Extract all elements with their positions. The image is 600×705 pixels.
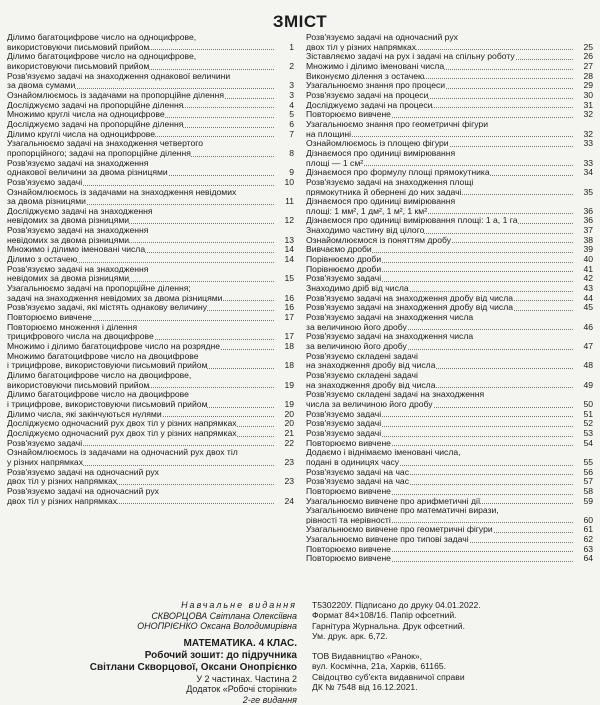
book-edition: 2-ге видання	[242, 694, 297, 705]
toc-entry	[7, 33, 294, 52]
toc-entry-title: Розв'язуємо задачі на процеси	[306, 89, 429, 100]
toc-entry-title: Множимо круглі числа на одноцифрове	[7, 109, 165, 120]
toc-entry-title: Множимо багатоцифрове число на двоцифрове і трицифрове, використовуючи письмовий прийом	[7, 350, 208, 371]
toc-entry-title: Повторюємо вивчене	[306, 553, 391, 564]
toc-entry-page: 58	[573, 487, 593, 497]
toc-entry	[7, 52, 294, 71]
toc-entry-title: Узагальнюємо вивчене про типові задачі	[306, 534, 469, 545]
publisher-line: ТОВ Видавництво «Ранок»,	[312, 651, 423, 662]
series-label: Навчальне видання	[181, 600, 297, 610]
toc-entry-page: 13	[274, 236, 294, 246]
toc-entry-page: 50	[573, 400, 593, 410]
toc-entry-page: 60	[573, 516, 593, 526]
toc-entry-page: 59	[573, 497, 593, 507]
toc-entry-page: 17	[274, 313, 294, 323]
author-2: ОНОПРІЄНКО Оксана Володимирівна	[137, 621, 297, 631]
toc-entry-page: 35	[573, 188, 593, 198]
toc-entry-page: 5	[274, 110, 294, 120]
toc-entry-title: Розв'язуємо складені задачі на знаходження числа за величиною його дробу	[306, 389, 485, 409]
toc-entry-page: 32	[573, 130, 593, 140]
toc-entry	[7, 487, 294, 506]
toc-entry	[7, 72, 294, 91]
toc-entry-title: Розв'язуємо задачі	[306, 273, 382, 284]
toc-entry	[7, 188, 294, 207]
toc-entry-page: 14	[274, 255, 294, 265]
publisher-line: Свідоцтво суб'єкта видавничої справи	[312, 671, 465, 682]
toc-entry-title: Додаємо і віднімаємо іменовані числа, подані в одиницях часу	[306, 447, 461, 467]
toc-left-column	[7, 33, 294, 506]
toc-entry	[306, 371, 593, 390]
toc-entry-title: Ділимо багатоцифрове число на двоцифрове, використовуючи письмовий прийом	[7, 369, 192, 390]
toc-entry-title: Ознайомлюємось із задачами на пропорційне ділення	[7, 89, 224, 100]
toc-entry-page: 26	[573, 52, 593, 62]
toc-entry-page: 11	[274, 197, 294, 207]
toc-entry-title: Ознайомлюємось із площею фігури	[306, 138, 449, 149]
toc-entry-page: 18	[274, 342, 294, 352]
book-subtitle-2: Світлани Скворцової, Оксани Онопрієнко	[89, 661, 297, 673]
toc-entry-page: 48	[573, 361, 593, 371]
toc-entry-page: 31	[573, 101, 593, 111]
toc-entry-title: Досліджуємо задачі на пропорційне ділення	[7, 118, 184, 129]
toc-entry-page: 32	[573, 110, 593, 120]
toc-entry-page: 20	[274, 410, 294, 420]
toc-entry-title: Дізнаємося про одиниці вимірювання площі — 1 см²	[306, 147, 456, 168]
book-title: МАТЕМАТИКА. 4 КЛАС.	[183, 637, 297, 649]
toc-entry-page: 1	[274, 43, 294, 53]
toc-entry	[7, 323, 294, 342]
toc-entry-page: 64	[573, 554, 593, 564]
toc-entry-title: Множимо і ділимо іменовані числа	[306, 60, 445, 71]
toc-entry-title: Ділимо багатоцифрове число на одноцифрове, використовуючи письмовий прийом	[7, 51, 197, 71]
toc-entry-title: Ознайомлюємося із поняттям дробу	[306, 234, 452, 245]
toc-entry-page: 39	[573, 245, 593, 255]
toc-entry-title: Розв'язуємо складені задачі на знаходження дробу від числа	[306, 350, 436, 371]
toc-entry-title: Ділимо з остачею	[7, 254, 78, 265]
toc-entry-title: Досліджуємо задачі на процеси	[306, 99, 433, 110]
toc-entry-page: 36	[573, 207, 593, 217]
toc-entry-page: 28	[573, 72, 593, 82]
toc-entry-page: 30	[573, 91, 593, 101]
toc-entry-title: Ділимо числа, які закінчуються нулями	[7, 408, 162, 419]
toc-entry-page: 19	[274, 381, 294, 391]
toc-entry-page: 61	[573, 525, 593, 535]
toc-entry-page: 20	[274, 419, 294, 429]
toc-entry-page: 22	[274, 439, 294, 449]
toc-entry-title: Досліджуємо одночасний рух двох тіл у різних напрямках	[7, 427, 237, 438]
toc-entry-page: 62	[573, 535, 593, 545]
toc-entry	[7, 352, 294, 371]
toc-entry-page: 63	[573, 545, 593, 555]
imprint-line: Т530220У. Підписано до друку 04.01.2022.	[312, 600, 481, 610]
toc-entry-title: Дізнаємося про одиниці вимірювання площі: 1 а, 1 га	[306, 215, 518, 226]
toc-entry-title: Розв'язуємо задачі на час	[306, 466, 410, 477]
toc-entry-page: 47	[573, 342, 593, 352]
book-supplement: Додаток «Робочі сторінки»	[186, 684, 297, 694]
toc-entry-page: 29	[573, 81, 593, 91]
toc-entry-title: Узагальнюємо вивчене про геометричні фігури	[306, 524, 493, 535]
toc-entry	[7, 159, 294, 178]
toc-entry-title: Виконуємо ділення з остачею	[306, 70, 425, 81]
toc-entry-page: 42	[573, 274, 593, 284]
toc-entry-title: Повторюємо вивчене	[306, 543, 391, 554]
toc-entry-page: 55	[573, 458, 593, 468]
toc-right-column	[306, 33, 593, 564]
toc-entry-page: 3	[274, 91, 294, 101]
toc-entry-page: 14	[274, 245, 294, 255]
toc-entry-title: Розв'язуємо задачі на знаходження однакової величини за двома різницями	[7, 157, 168, 178]
toc-entry-page: 51	[573, 410, 593, 420]
toc-entry	[306, 332, 593, 351]
toc-entry	[306, 120, 593, 139]
imprint-line: Ум. друк. арк. 6,72.	[312, 630, 388, 641]
toc-entry-title: Досліджуємо одночасний рух двох тіл у різних напрямках	[7, 418, 237, 429]
toc-entry-page: 24	[274, 497, 294, 507]
toc-entry-title: Розв'язуємо задачі на знаходження числа за величиною його дробу	[306, 312, 474, 332]
imprint-line: Формат 84×108/16. Папір офсетний.	[312, 610, 457, 621]
toc-entry-page: 6	[274, 120, 294, 130]
toc-entry-page: 49	[573, 381, 593, 391]
toc-entry-title: Повторюємо вивчене	[306, 437, 391, 448]
publisher-line: ДК № 7548 від 16.12.2021.	[312, 682, 418, 693]
toc-entry-page: 54	[573, 439, 593, 449]
imprint-line: Гарнітура Журнальна. Друк офсетний.	[312, 620, 465, 631]
toc-entry-title: Повторюємо множення і ділення трицифрового числа на двоцифрове	[7, 321, 154, 342]
toc-entry-title: Розв'язуємо задачі	[306, 427, 382, 438]
toc-entry-title: Узагальнюємо знання про геометричні фігури на площині	[306, 118, 488, 139]
toc-entry-title: Ділимо багатоцифрове число на двоцифрове і трицифрове, використовуючи письмовий прийом	[7, 389, 208, 409]
toc-entry-page: 34	[573, 168, 593, 178]
author-1: СКВОРЦОВА Світлана Олексіївна	[151, 610, 297, 621]
toc-entry-title: Узагальнюємо вивчене про математичні вирази, рівності та нерівності	[306, 505, 499, 525]
toc-entry	[7, 468, 294, 487]
toc-entry-title: Досліджуємо задачі на пропорційне ділення	[7, 99, 184, 110]
imprint-block	[312, 600, 594, 692]
toc-entry-page: 25	[573, 43, 593, 53]
toc-entry	[306, 33, 593, 52]
toc-entry	[7, 448, 294, 467]
toc-entry-page: 9	[274, 168, 294, 178]
toc-entry	[306, 313, 593, 332]
toc-entry-title: Розв'язуємо задачі на знаходження дробу від числа	[306, 302, 514, 313]
publisher-block	[7, 600, 297, 705]
toc-entry-page: 16	[274, 303, 294, 313]
toc-entry-title: Множимо і ділимо іменовані числа	[7, 244, 146, 255]
toc-entry-title: Порівнюємо дроби	[306, 263, 382, 274]
toc-entry	[306, 390, 593, 409]
toc-entry-title: Ознайомлюємось із задачами на одночасний рух двох тіл у різних напрямках	[7, 447, 238, 467]
toc-entry-title: Розв'язуємо задачі на одночасний рух двох тіл у різних напрямках	[7, 466, 159, 487]
toc-entry-title: Розв'язуємо задачі на знаходження дробу від числа	[306, 292, 514, 303]
toc-entry	[306, 178, 593, 197]
toc-entry-title: Розв'язуємо задачі на знаходження однакової величини за двома сумами	[7, 70, 231, 91]
toc-entry-title: Розв'язуємо задачі на знаходження площі прямокутника й обернені до них задачі	[306, 176, 474, 197]
toc-entry-page: 43	[573, 284, 593, 294]
toc-entry-title: Ділимо багатоцифрове число на одноцифрове, використовуючи письмовий прийом	[7, 32, 197, 52]
toc-entry-title: Узагальнюємо вивчене про арифметичні дії	[306, 495, 481, 506]
toc-entry-page: 12	[274, 216, 294, 226]
toc-entry-page: 7	[274, 130, 294, 140]
toc-entry	[306, 352, 593, 371]
toc-entry-page: 33	[573, 159, 593, 169]
toc-entry-page: 53	[573, 429, 593, 439]
toc-entry-title: Порівнюємо дроби	[306, 254, 382, 265]
toc-entry	[7, 139, 294, 158]
page-title: ЗМІСТ	[272, 12, 328, 31]
toc-entry-title: Повторюємо вивчене	[306, 485, 391, 496]
toc-entry-page: 44	[573, 294, 593, 304]
toc-entry	[7, 371, 294, 390]
toc-entry-page: 10	[274, 178, 294, 188]
toc-entry-title: Розв'язуємо складені задачі на знаходження дробу від числа	[306, 369, 436, 390]
toc-entry-page: 52	[573, 419, 593, 429]
toc-entry	[306, 149, 593, 168]
toc-entry-title: Розв'язуємо задачі	[7, 437, 83, 448]
toc-entry-title: Розв'язуємо задачі, які містять однакову величину	[7, 302, 208, 313]
toc-entry-title: Знаходимо частину від цілого	[306, 225, 425, 236]
toc-entry-page: 18	[274, 361, 294, 371]
toc-entry	[7, 265, 294, 284]
toc-entry-title: Узагальнюємо задачі на знаходження четвертого пропорційного; задачі на пропорційне ділення	[7, 138, 203, 158]
toc-entry	[306, 554, 593, 564]
toc-entry	[306, 197, 593, 216]
toc-entry-page: 23	[274, 477, 294, 487]
toc-entry-page: 57	[573, 477, 593, 487]
toc-entry-page: 3	[274, 81, 294, 91]
toc-entry-title: Розв'язуємо задачі на одночасний рух двох тіл у різних напрямках	[306, 32, 458, 52]
toc-entry-page: 37	[573, 226, 593, 236]
toc-entry-page: 36	[573, 216, 593, 226]
toc-entry-page: 33	[573, 139, 593, 149]
toc-entry-page: 38	[573, 236, 593, 246]
book-parts: У 2 частинах. Частина 2	[196, 673, 297, 684]
toc-entry-title: Ділимо круглі числа на одноцифрове	[7, 128, 156, 139]
toc-entry-title: Розв'язуємо задачі	[7, 176, 83, 187]
toc-entry-page: 2	[274, 62, 294, 72]
toc-entry-title: Розв'язуємо задачі	[306, 408, 382, 419]
toc-entry-page: 21	[274, 429, 294, 439]
toc-entry-page: 56	[573, 468, 593, 478]
toc-entry-title: Досліджуємо задачі на знаходження невідомих за двома різницями	[7, 205, 153, 226]
toc-entry-page: 19	[274, 400, 294, 410]
publisher-line: вул. Космічна, 21а, Харків, 61165.	[312, 661, 447, 672]
toc-entry-page: 8	[274, 149, 294, 159]
toc-entry-title: Розв'язуємо задачі на знаходження числа за величиною його дробу	[306, 331, 474, 351]
toc-entry-page: 15	[274, 274, 294, 284]
book-subtitle-1: Робочий зошит: до підручника	[144, 649, 297, 661]
toc-entry-title: Множимо і ділимо багатоцифрове число на розрядне	[7, 341, 221, 351]
toc-entry	[7, 284, 294, 303]
toc-entry-title: Ознайомлюємось із задачами на знаходження невідомих за двома різницями	[7, 186, 237, 207]
toc-entry-title: Повторюємо вивчене	[7, 312, 92, 323]
toc-entry-title: Дізнаємося про одиниці вимірювання площі: 1 мм², 1 дм², 1 м², 1 км²	[306, 196, 456, 216]
toc-entry-title: Розв'язуємо задачі на одночасний рух двох тіл у різних напрямках	[7, 485, 159, 506]
toc-entry-page: 16	[274, 294, 294, 304]
toc-entry-title: Вивчаємо дроби	[306, 244, 372, 255]
toc-entry-page: 40	[573, 255, 593, 265]
toc-entry	[306, 506, 593, 525]
toc-entry-title: Зіставляємо задачі на рух і задачі на спільну роботу	[306, 51, 515, 62]
toc-entry-title: Розв'язуємо задачі на час	[306, 476, 410, 487]
toc-entry-title: Розв'язуємо задачі на знаходження невідомих за двома різницями	[7, 263, 149, 284]
toc-entry-page: 46	[573, 323, 593, 333]
toc-entry	[306, 448, 593, 467]
toc-entry	[7, 390, 294, 409]
toc-entry-title: Знаходимо дріб від числа	[306, 283, 409, 294]
toc-entry-title: Дізнаємося про формулу площі прямокутника	[306, 167, 490, 178]
toc-entry-page: 41	[573, 265, 593, 275]
toc-entry-page: 27	[573, 62, 593, 72]
toc-entry-page: 23	[274, 458, 294, 468]
toc-entry-title: Узагальнюємо знання про процеси	[306, 80, 446, 91]
toc-entry	[7, 226, 294, 245]
toc-entry-title: Розв'язуємо задачі на знаходження невідомих за двома різницями	[7, 225, 149, 245]
toc-entry-page: 4	[274, 101, 294, 111]
toc-entry	[7, 207, 294, 226]
toc-entry-page: 45	[573, 303, 593, 313]
toc-entry-title: Розв'язуємо задачі	[306, 418, 382, 429]
toc-entry-title: Повторюємо вивчене	[306, 109, 391, 120]
toc-entry-title: Узагальнюємо задачі на пропорційне ділення; задачі на знаходження невідомих за двома різницями	[7, 283, 223, 303]
toc-entry-page: 17	[274, 332, 294, 342]
